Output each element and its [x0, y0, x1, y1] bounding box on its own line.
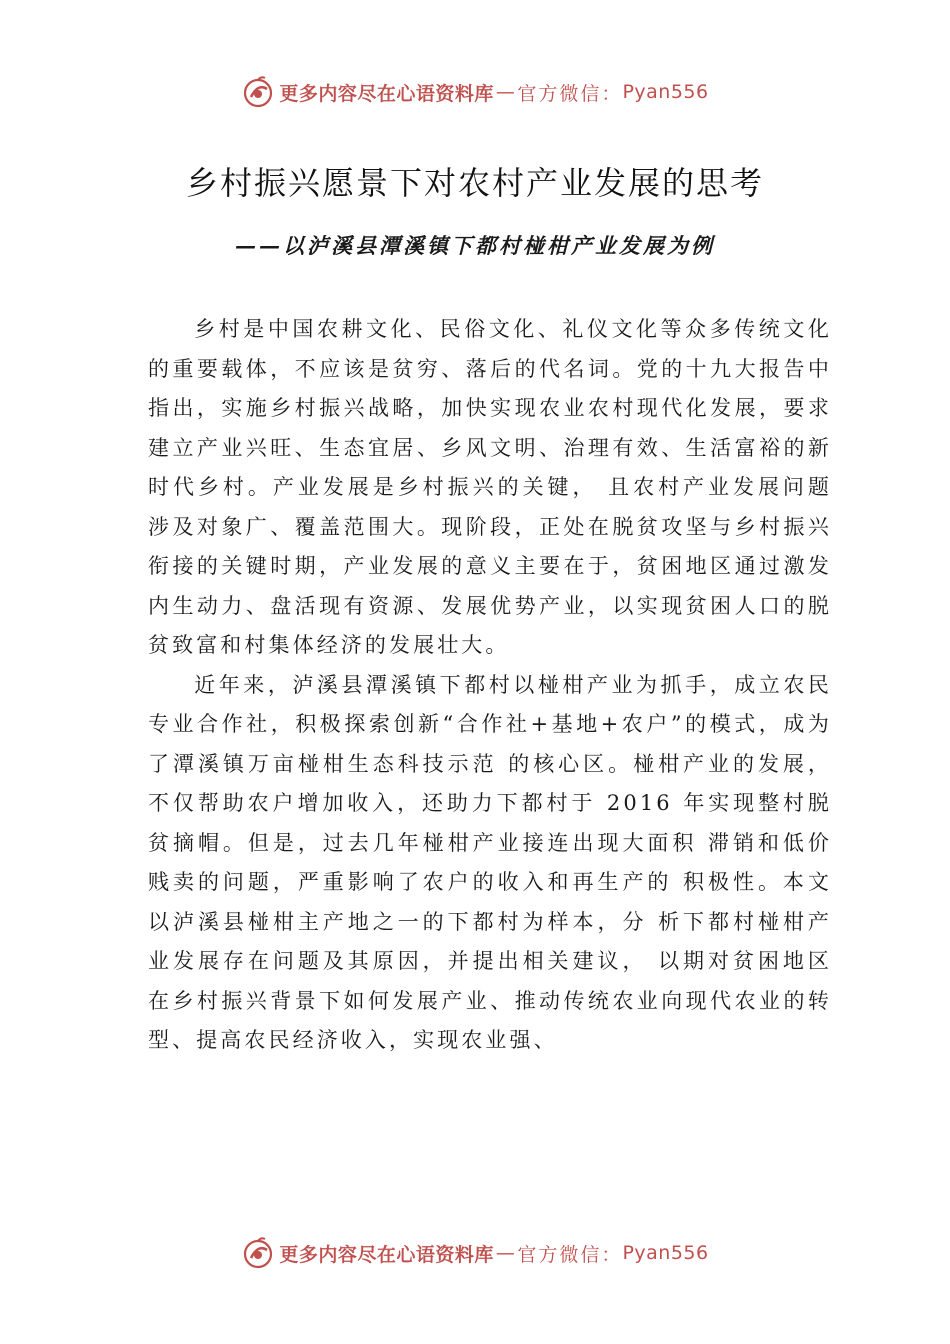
- watermark-separator: —: [495, 1242, 516, 1264]
- document-subtitle: ——以泸溪县潭溪镇下都村椪柑产业发展为例: [235, 233, 715, 258]
- watermark-brand: 更多内容尽在心语资料库: [279, 82, 494, 105]
- apple-logo-icon: [241, 1236, 275, 1270]
- paragraph: 乡村是中国农耕文化、民俗文化、礼仪文化等众多传统文化的重要载体，不应该是贫穷、落后的代名词。党的十九大报告中指出，实施乡村振兴战略，加快实现农业农村现代化发展，要求建立产业兴旺、生态宜居、乡风文明、治理有效、生活富裕的新时代乡村。产业发展是乡村振兴的关键， 且农村产业发展问题涉及对象广、覆盖范围大。现阶段，正处在脱贫攻坚与乡村振兴衔接的关键时期，产业发展的意义主要在于，贫困地区通过激发内生动力、盘活现有资源、发展优势产业，以实现贫困人口的脱贫致富和村集体经济的发展壮大。: [148, 317, 832, 657]
- watermark-separator: —: [495, 81, 516, 103]
- watermark-contact-id: Pyan556: [622, 1242, 709, 1264]
- header-watermark: [0, 72, 950, 112]
- document-title: 乡村振兴愿景下对农村产业发展的思考: [185, 164, 764, 202]
- footer-watermark: [0, 1233, 950, 1273]
- watermark-brand: 更多内容尽在心语资料库: [279, 1243, 494, 1266]
- watermark-contact-id: Pyan556: [622, 81, 709, 103]
- watermark-contact: 官方微信：: [517, 82, 623, 105]
- watermark-contact: 官方微信：: [517, 1243, 623, 1266]
- apple-logo-icon: [241, 75, 275, 109]
- document-body: [148, 310, 832, 1061]
- paragraph: 近年来，泸溪县潭溪镇下都村以椪柑产业为抓手，成立农民专业合作社，积极探索创新“合作社+基地+农户”的模式，成为了潭溪镇万亩椪柑生态科技示范 的核心区。椪柑产业的发展，不仅帮助农户增加收入，还助力下都村于 2016 年实现整村脱贫摘帽。但是，过去几年椪柑产业接连出现大面积 滞销和低价贱卖的问题，严重影响了农户的收入和再生产的 积极性。本文以泸溪县椪柑主产地之一的下都村为样本，分 析下都村椪柑产业发展存在问题及其原因，并提出相关建议， 以期对贫困地区在乡村振兴背景下如何发展产业、推动传统农业向现代农业的转型、提高农民经济收入，实现农业强、: [148, 672, 832, 1052]
